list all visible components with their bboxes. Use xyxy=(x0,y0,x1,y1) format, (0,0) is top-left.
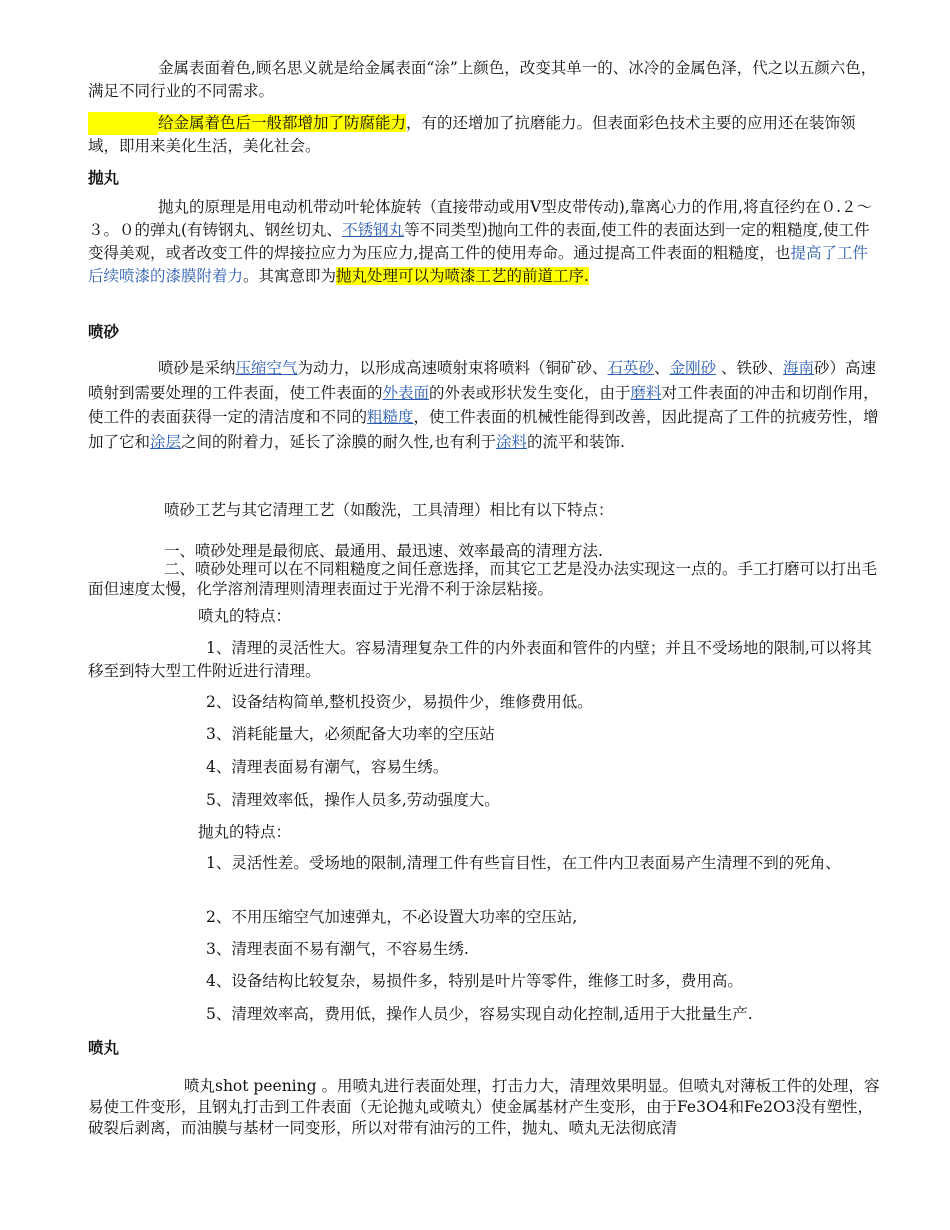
link-outer-surface[interactable]: 外表面 xyxy=(382,383,430,402)
highlighted-text: 抛丸处理可以为喷漆工艺的前道工序. xyxy=(336,267,589,285)
link-coating[interactable]: 涂层 xyxy=(150,432,182,451)
intro-paragraph-2 xyxy=(88,112,882,158)
paragraph-text: 喷砂是采纳 xyxy=(158,359,236,377)
paragraph-text: 为动力，以形成高速喷射束将喷料（铜矿砂、 xyxy=(297,359,608,377)
penwan-paragraph: 喷丸shot peening 。用喷丸进行表面处理，打击力大，清理效果明显。但喷丸对薄板工件的处理，容易使工件变形，且钢丸打击到工件表面（无论抛丸或喷丸）使金属基材产生变形，由于Fe3O4和Fe2O3没有塑性，破裂后剥离，而油膜与基材一同变形，所以对带有油污的工件，抛丸、喷丸无法彻底清 xyxy=(88,1077,880,1137)
paowan-feature-item: 3、清理表面不易有潮气，不容易生绣. xyxy=(206,940,469,958)
paragraph-text: 的流平和装饰. xyxy=(526,432,625,451)
paragraph-text: ，使工件表面的机械性能得到改善，因此提高了工件的抗疲劳性，增加了它和 xyxy=(88,408,879,451)
penwan-feature-item: 3、消耗能量大，必须配备大功率的空压站 xyxy=(206,725,495,743)
paragraph-text: ，有的还增加了抗磨能力。但表面彩色技术主要的应用还在装饰领域，即用来美化生活，美化社会。 xyxy=(88,114,856,155)
penwan-feature-item: 5、清理效率低，操作人员多,劳动强度大。 xyxy=(206,791,500,809)
penwan-features-title: 喷丸的特点： xyxy=(198,607,292,625)
paragraph-text: 。其寓意即为 xyxy=(243,267,337,285)
link-emery[interactable]: 金刚砂 xyxy=(669,359,717,377)
paragraph-text: 之间的附着力，延长了涂膜的耐久性,也有利于 xyxy=(181,432,496,451)
comparison-point-1: 一、喷砂处理是最彻底、最通用、最迅速、效率最高的清理方法. xyxy=(164,542,603,560)
paragraph-text: 抛丸的原理是用电动机带动叶轮体旋转（直接带动或用Ⅴ型皮带传动),靠离心力的作用,将直径约在０.２～３。０的弹丸(有铸钢丸、钢丝切丸、 xyxy=(88,198,873,239)
section-heading-pensha: 喷砂 xyxy=(88,323,120,341)
paowan-features-title: 抛丸的特点： xyxy=(198,823,292,841)
link-paint[interactable]: 涂料 xyxy=(495,432,527,451)
section-heading-paowan: 抛丸 xyxy=(88,169,120,187)
pensha-paragraph xyxy=(88,356,882,454)
link-stainless-shot[interactable]: 不锈钢丸 xyxy=(342,221,405,239)
comparison-point-2: 二、喷砂处理可以在不同粗糙度之间任意选择，而其它工艺是没办法实现这一点的。手工打磨可以打出毛面但速度太慢，化学溶剂清理则清理表面过于光滑不利于涂层粘接。 xyxy=(88,560,878,598)
paragraph-text: 、 xyxy=(654,359,670,377)
section-heading-penwan: 喷丸 xyxy=(88,1039,120,1057)
paragraph-text: 、铁砂、 xyxy=(716,359,784,377)
intro-paragraph: 金属表面着色,顾名思义就是给金属表面“涂”上颜色，改变其单一的、冰冷的金属色泽，代之以五颜六色，满足不同行业的不同需求。 xyxy=(88,59,877,100)
paragraph-text: 的外表或形状发生变化，由于 xyxy=(429,383,631,402)
paowan-feature-item: 1、灵活性差。受场地的限制,清理工件有些盲目性，在工件内卫表面易产生清理不到的死角、 xyxy=(206,854,841,872)
highlighted-text: 给金属着色后一般都增加了防腐能力 xyxy=(158,114,407,132)
paragraph-text: 等不同类型)抛向工件的表面,使工件的表面达到一定的粗糙度,使工件变得美观，或者改变工件的焊接拉应力为压应力,提高工件的使用寿命。通过提高工件表面的粗糙度，也 xyxy=(88,221,870,262)
blue-text: 提高了工件后续喷漆的漆膜附着力 xyxy=(88,244,868,285)
link-hainan[interactable]: 海南 xyxy=(783,359,815,377)
paowan-paragraph xyxy=(88,196,882,288)
link-abrasive[interactable]: 磨料 xyxy=(630,383,662,402)
highlight-indent xyxy=(88,112,158,135)
paowan-feature-item: 4、设备结构比较复杂，易损件多，特别是叶片等零件，维修工时多，费用高。 xyxy=(206,972,743,990)
link-compressed-air[interactable]: 压缩空气 xyxy=(235,359,298,377)
link-quartz-sand[interactable]: 石英砂 xyxy=(607,359,655,377)
paragraph-text: 砂）高速喷射到需要处理的工件表面，使工件表面的 xyxy=(88,359,877,402)
penwan-feature-item: 1、清理的灵活性大。容易清理复杂工件的内外表面和管件的内壁；并且不受场地的限制,可以将其移至到特大型工件附近进行清理。 xyxy=(88,639,872,680)
link-roughness[interactable]: 粗糙度 xyxy=(367,408,414,426)
penwan-feature-item: 2、设备结构简单,整机投资少，易损件少，维修费用低。 xyxy=(206,693,593,711)
paragraph-text: 对工件表面的冲击和切削作用，使工件的表面获得一定的清洁度和不同的 xyxy=(88,383,879,426)
penwan-feature-item: 4、清理表面易有潮气，容易生绣。 xyxy=(206,758,449,776)
comparison-intro: 喷砂工艺与其它清理工艺（如酸洗，工具清理）相比有以下特点： xyxy=(164,501,614,519)
paowan-feature-item: 2、不用压缩空气加速弹丸，不必设置大功率的空压站, xyxy=(206,908,578,926)
paowan-feature-item: 5、清理效率高，费用低，操作人员少，容易实现自动化控制,适用于大批量生产. xyxy=(206,1005,753,1023)
